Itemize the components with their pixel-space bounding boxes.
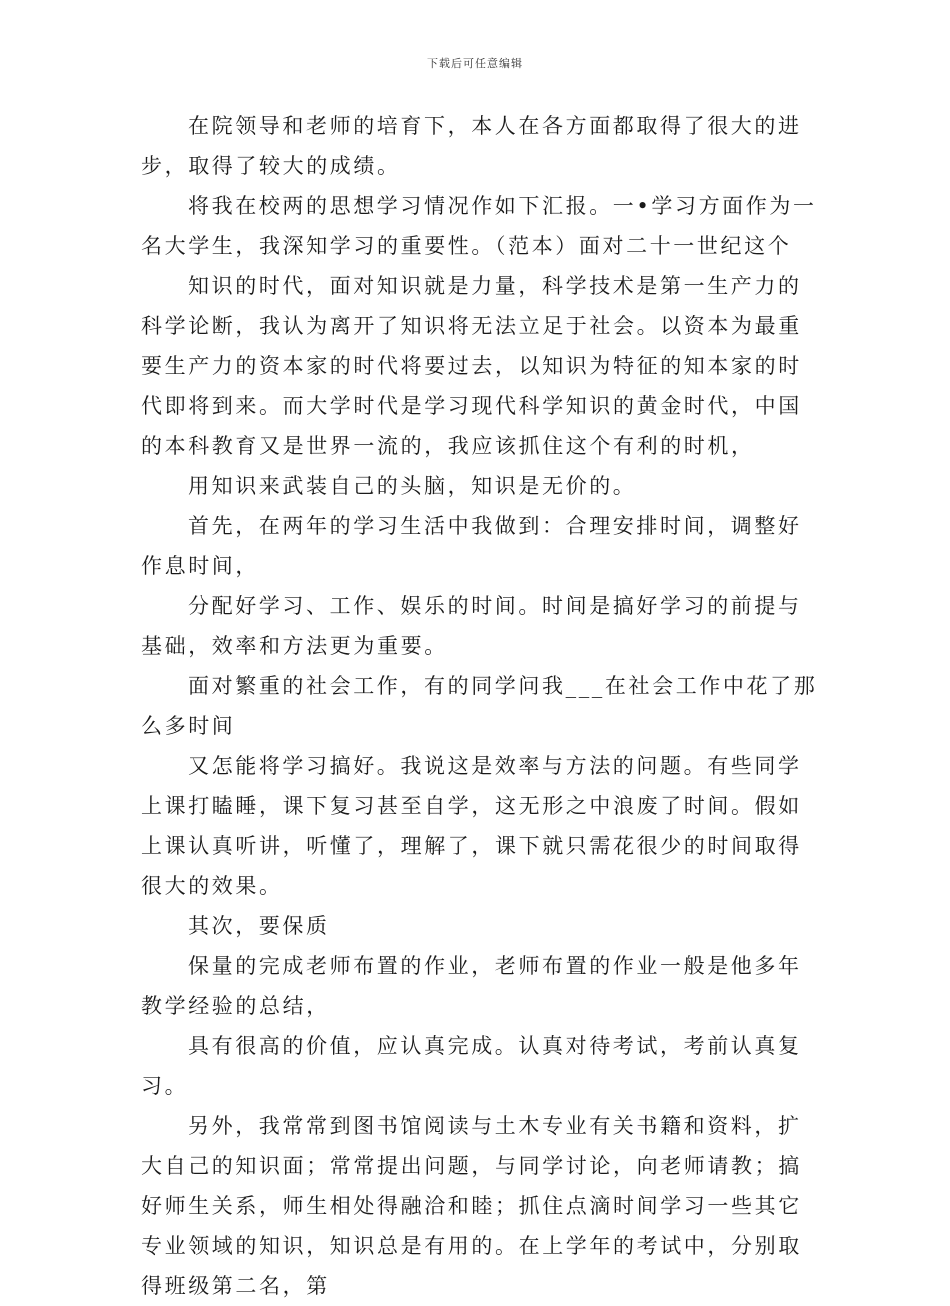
- paragraph: 面对繁重的社会工作，有的同学问我___在社会工作中花了那么多时间: [141, 674, 818, 738]
- paragraph: 首先，在两年的学习生活中我做到：合理安排时间，调整好作息时间，: [141, 514, 802, 578]
- paragraph: 在院领导和老师的培育下，本人在各方面都取得了很大的进步，取得了较大的成绩。: [141, 114, 802, 178]
- paragraph: 具有很高的价值，应认真完成。认真对待考试，考前认真复习。: [141, 1034, 802, 1098]
- paragraph: 将我在校两的思想学习情况作如下汇报。一•学习方面作为一名大学生，我深知学习的重要性。（范本）面对二十一世纪这个: [141, 194, 817, 258]
- paragraph: 保量的完成老师布置的作业，老师布置的作业一般是他多年教学经验的总结，: [141, 954, 802, 1018]
- paragraph: 分配好学习、工作、娱乐的时间。时间是搞好学习的前提与基础，效率和方法更为重要。: [141, 594, 802, 658]
- document-body: [141, 106, 821, 1306]
- page-header: 下载后可任意编辑: [427, 57, 523, 70]
- paragraph: 其次，要保质: [188, 914, 330, 938]
- paragraph: 用知识来武装自己的头脑，知识是无价的。: [188, 474, 637, 498]
- paragraph: 知识的时代，面对知识就是力量，科学技术是第一生产力的科学论断，我认为离开了知识将无法立足于社会。以资本为最重要生产力的资本家的时代将要过去，以知识为特征的知本家的时代即将到来。而大学时代是学习现代科学知识的黄金时代，中国的本科教育又是世界一流的，我应该抓住这个有利的时机，: [141, 274, 802, 458]
- paragraph: 另外，我常常到图书馆阅读与土木专业有关书籍和资料，扩大自己的知识面；常常提出问题，与同学讨论，向老师请教；搞好师生关系，师生相处得融洽和睦；抓住点滴时间学习一些其它专业领域的知识，知识总是有用的。在上学年的考试中，分别取得班级第二名，第: [141, 1114, 802, 1298]
- paragraph: 又怎能将学习搞好。我说这是效率与方法的问题。有些同学上课打瞌睡，课下复习甚至自学，这无形之中浪废了时间。假如上课认真听讲，听懂了，理解了，课下就只需花很少的时间取得很大的效果。: [141, 754, 802, 898]
